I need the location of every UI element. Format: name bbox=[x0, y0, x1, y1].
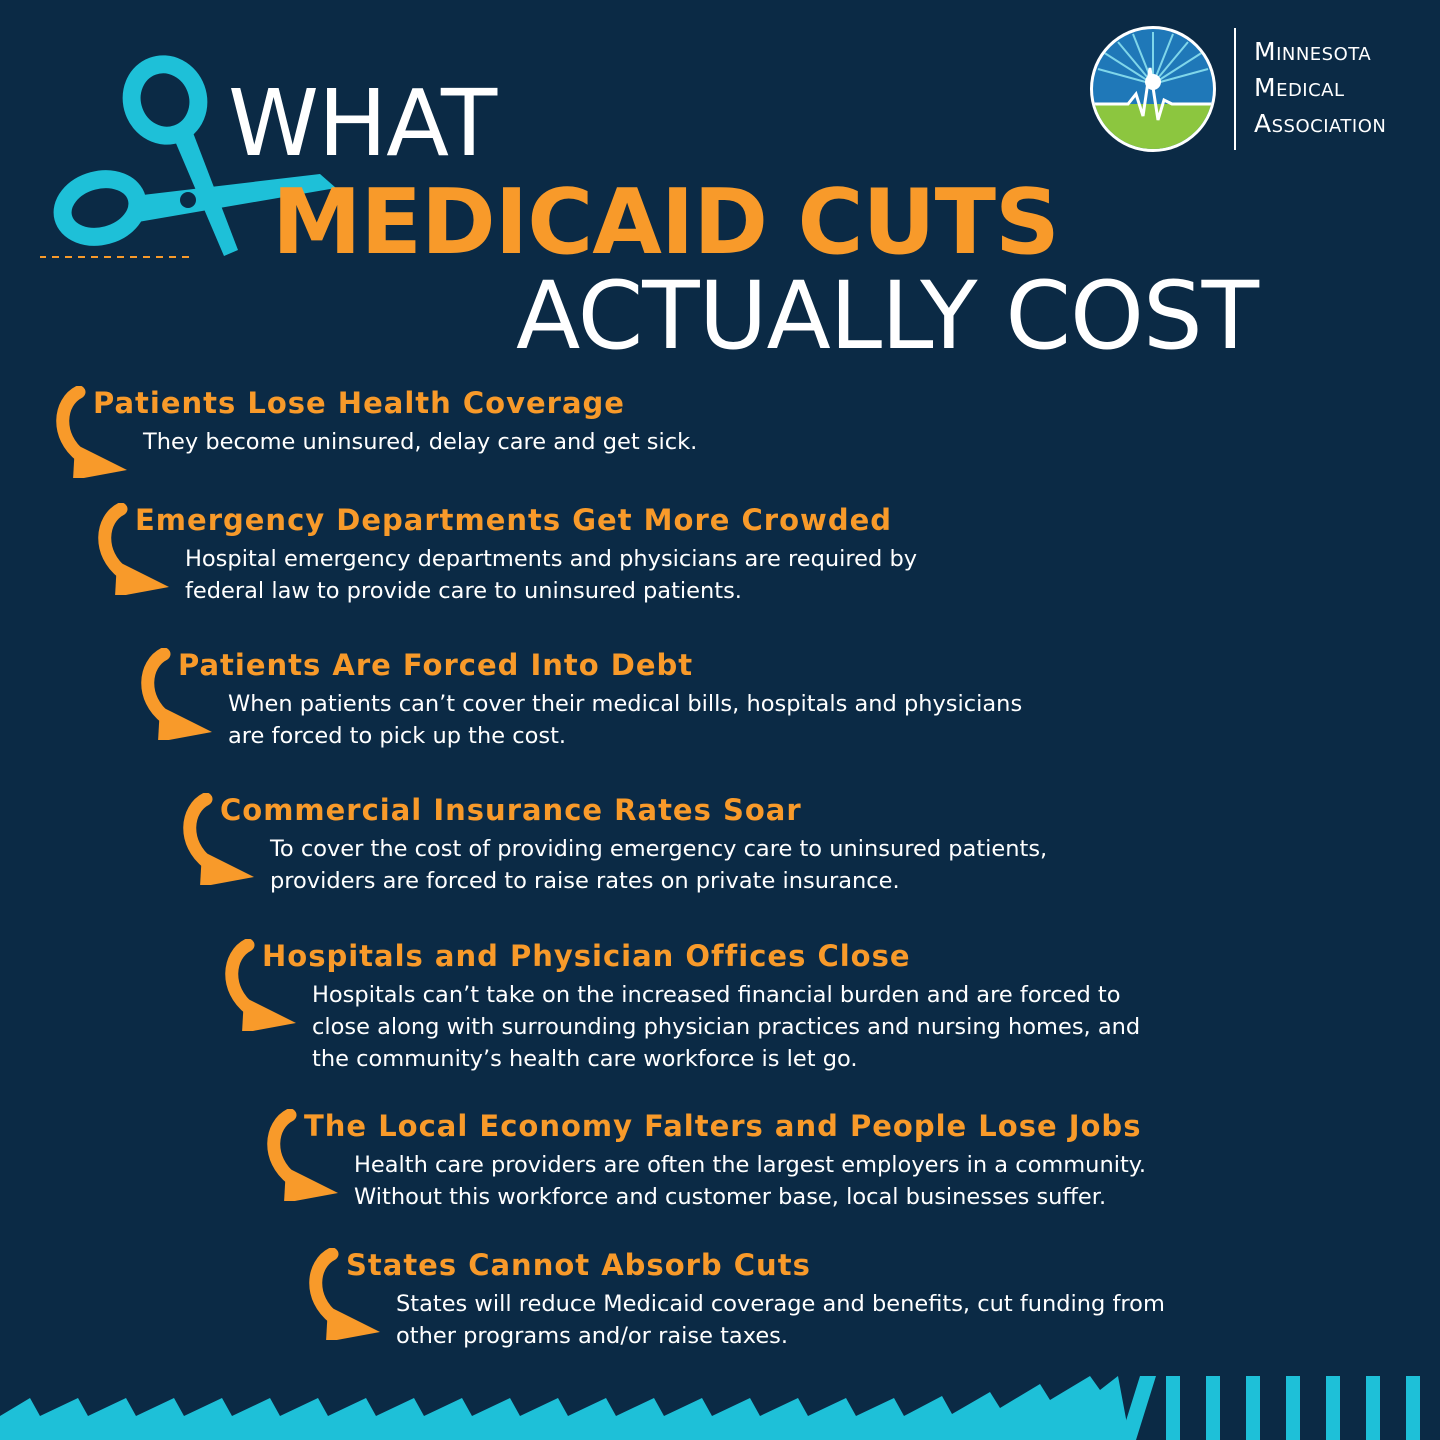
item-description: Hospital emergency departments and physicians are required by federal law to provide care to uninsured patients. bbox=[185, 546, 918, 604]
item-description: They become uninsured, delay care and get sick. bbox=[143, 429, 698, 455]
item-description: To cover the cost of providing emergency care to uninsured patients, providers are forced to raise rates on private insurance. bbox=[270, 836, 1048, 894]
logo-line-3: Association bbox=[1254, 109, 1387, 138]
item-heading: States Cannot Absorb Cuts bbox=[346, 1248, 811, 1282]
title-line-1: WHAT bbox=[228, 70, 497, 177]
title-line-3: ACTUALLY COST bbox=[516, 262, 1259, 371]
logo-wordmark bbox=[1254, 34, 1386, 142]
item-description: Health care providers are often the largest employers in a community. Without this workforce and customer base, local businesses suffer. bbox=[354, 1152, 1147, 1210]
bottom-decoration bbox=[0, 1376, 1440, 1440]
item-description: Hospitals can’t take on the increased financial burden and are forced to close along with surrounding physician practices and nursing homes, and the community’s health care workforce is let go. bbox=[312, 982, 1141, 1072]
mma-logo bbox=[1088, 24, 1428, 154]
item-description: When patients can’t cover their medical bills, hospitals and physicians are forced to pick up the cost. bbox=[228, 691, 1023, 749]
item-heading: Emergency Departments Get More Crowded bbox=[135, 503, 893, 537]
item-heading: Hospitals and Physician Offices Close bbox=[262, 939, 911, 973]
item-heading: Patients Are Forced Into Debt bbox=[178, 648, 694, 682]
logo-divider bbox=[1234, 28, 1236, 150]
logo-line-1: Minnesota bbox=[1254, 37, 1372, 66]
item-description: States will reduce Medicaid coverage and benefits, cut funding from other programs and/or raise taxes. bbox=[396, 1291, 1165, 1349]
title-line-2: MEDICAID CUTS bbox=[272, 170, 1059, 275]
item-heading: The Local Economy Falters and People Lose Jobs bbox=[304, 1109, 1142, 1143]
sunburst-logo-icon bbox=[1088, 24, 1218, 154]
item-heading: Commercial Insurance Rates Soar bbox=[220, 793, 802, 827]
item-heading: Patients Lose Health Coverage bbox=[93, 386, 625, 420]
logo-line-2: Medical bbox=[1254, 73, 1345, 102]
